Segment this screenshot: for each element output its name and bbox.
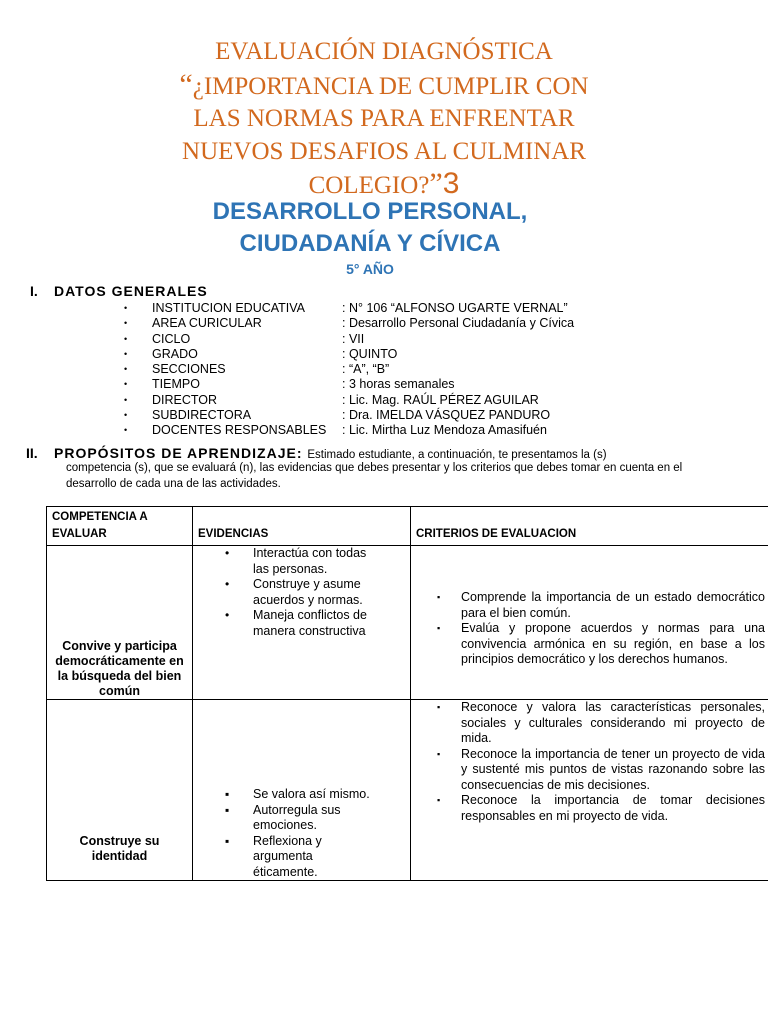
bullet-icon: •	[124, 379, 128, 390]
evidencia-text: Construye y asume acuerdos y normas.	[253, 577, 363, 607]
bullet-icon: •	[124, 394, 128, 405]
data-value: : Lic. Mirtha Luz Mendoza Amasifuén	[342, 423, 547, 438]
data-value: : Desarrollo Personal Ciudadanía y Cívica	[342, 316, 575, 331]
grade-label: 5° AÑO	[346, 261, 394, 277]
list-item	[415, 621, 767, 668]
title-line-5-text: COLEGIO?	[308, 172, 430, 199]
bullet-icon: •	[225, 577, 230, 591]
competencia-name: Construye su identidad	[79, 834, 160, 863]
data-value: : “A”, “B”	[342, 362, 390, 377]
list-item	[124, 301, 574, 316]
section-2-intro-first: Estimado estudiante, a continuación, te presentamos la (s)	[307, 449, 607, 461]
criterios-cell	[411, 546, 768, 700]
criterios-cell	[411, 700, 768, 881]
list-item	[197, 577, 406, 608]
bullet-icon: ▪	[225, 787, 230, 801]
list-item	[415, 793, 767, 824]
course-line-2: CIUDADANÍA Y CÍVICA	[239, 230, 501, 257]
course-line-1: DESARROLLO PERSONAL,	[212, 198, 528, 225]
data-label: SUBDIRECTORA	[152, 408, 252, 423]
competencia-cell	[47, 546, 193, 700]
bullet-icon: •	[124, 425, 128, 436]
section-1-roman: I.	[30, 283, 38, 299]
list-item	[124, 362, 574, 377]
criterio-text: Reconoce y valora las características personales, sociales y culturales considerando mi proyecto de mida.	[461, 700, 765, 745]
criterio-text: Reconoce la importancia de tener un proyecto de vida y sustenté mis puntos de vistas razonando sobre las consecuencias de mis decisiones.	[461, 746, 765, 792]
evidencia-text: Autorregula sus emociones.	[253, 802, 341, 832]
title-line-1: EVALUACIÓN DIAGNÓSTICA	[215, 38, 553, 65]
data-value: : QUINTO	[342, 346, 398, 361]
list-item	[197, 803, 406, 834]
evidencias-cell	[193, 546, 411, 700]
header-competencia: COMPETENCIA A EVALUAR	[47, 507, 193, 546]
bullet-icon: ▪	[437, 702, 441, 712]
list-item	[415, 590, 767, 621]
section-2-intro-rest: competencia (s), que se evaluará (n), las evidencias que debes presentar y los criterios que debes tomar en cuenta en el desarrollo de cada una de las actividades.	[66, 462, 683, 490]
bullet-icon: ▪	[437, 623, 441, 633]
evidencias-list	[197, 787, 406, 880]
data-value: : VII	[342, 331, 365, 346]
data-label: CICLO	[152, 331, 191, 346]
data-value: : Dra. IMELDA VÁSQUEZ PANDURO	[342, 408, 551, 423]
close-quote: ”	[429, 167, 443, 200]
evaluation-title	[0, 36, 768, 203]
bullet-icon: ▪	[437, 748, 441, 759]
list-item	[415, 700, 767, 747]
data-value: : N° 106 “ALFONSO UGARTE VERNAL”	[342, 301, 568, 315]
evidencia-text: Maneja conflictos de manera constructiva	[253, 608, 367, 638]
competencia-name: Convive y participa democráticamente en la búsqueda del bien común	[55, 639, 184, 698]
bullet-icon: •	[124, 333, 128, 344]
list-item	[197, 834, 406, 881]
title-line-4: NUEVOS DESAFIOS AL CULMINAR	[182, 137, 586, 165]
bullet-icon: •	[225, 608, 230, 622]
criterio-text: Evalúa y propone acuerdos y normas para una convivencia armónica en su región, en base a los principios democrático y los derechos humanos.	[461, 621, 765, 666]
section-2-heading	[26, 445, 607, 461]
bullet-icon: ▪	[225, 833, 230, 848]
bullet-icon: •	[124, 348, 128, 359]
list-item	[124, 316, 574, 331]
list-item	[124, 393, 574, 408]
list-item	[124, 332, 574, 347]
header-criterios: CRITERIOS DE EVALUACION	[411, 507, 768, 546]
criterios-list	[415, 700, 767, 824]
criterios-list	[415, 546, 767, 668]
data-label: DOCENTES RESPONSABLES	[152, 423, 327, 438]
data-label: GRADO	[152, 346, 198, 361]
bullet-icon: •	[225, 546, 230, 560]
data-value: : 3 horas semanales	[342, 377, 455, 392]
bullet-icon: •	[124, 318, 128, 329]
header-evidencias: EVIDENCIAS	[193, 507, 411, 546]
section-1-title: DATOS GENERALES	[54, 283, 208, 299]
section-1-heading	[30, 283, 208, 299]
section-2-title: PROPÓSITOS DE APRENDIZAJE:	[54, 445, 303, 461]
bullet-icon: ▪	[437, 592, 441, 602]
list-item	[124, 347, 574, 362]
data-label: DIRECTOR	[152, 392, 218, 407]
evidencia-text: Se valora así mismo.	[253, 787, 370, 801]
criterio-text: Reconoce la importancia de tomar decisiones responsables en mi proyecto de vida.	[461, 793, 765, 823]
list-item	[197, 608, 406, 639]
list-item	[124, 423, 574, 438]
competencia-cell	[47, 700, 193, 881]
list-item	[124, 408, 574, 423]
bullet-icon: ▪	[437, 795, 441, 805]
title-number: 3	[442, 167, 460, 200]
list-item	[197, 787, 406, 803]
data-label: TIEMPO	[152, 377, 200, 392]
table-row	[47, 546, 768, 700]
data-label: SECCIONES	[152, 362, 226, 377]
course-title	[0, 196, 740, 260]
title-line-2-text: ¿IMPORTANCIA DE CUMPLIR CON	[192, 72, 589, 100]
competency-table	[46, 506, 768, 881]
criterio-text: Comprende la importancia de un estado democrático para el bien común.	[461, 590, 765, 620]
data-label: AREA CURICULAR	[152, 316, 262, 331]
evidencia-text: Interactúa con todas las personas.	[253, 546, 367, 576]
title-line-2	[0, 69, 768, 104]
bullet-icon: •	[124, 303, 128, 313]
table-header-row	[47, 507, 768, 546]
section-2-roman: II.	[26, 445, 38, 461]
evidencia-text: Reflexiona y argumenta éticamente.	[253, 833, 322, 879]
bullet-icon: •	[124, 364, 128, 375]
list-item	[197, 546, 406, 577]
evidencias-cell	[193, 700, 411, 881]
general-data-list	[124, 301, 574, 439]
title-line-3: LAS NORMAS PARA ENFRENTAR	[193, 105, 575, 132]
data-value: : Lic. Mag. RAÚL PÉREZ AGUILAR	[342, 392, 539, 407]
open-quote: “	[179, 67, 193, 101]
data-label: INSTITUCION EDUCATIVA	[152, 301, 306, 315]
list-item	[415, 747, 767, 794]
list-item	[124, 377, 574, 392]
bullet-icon: ▪	[225, 802, 230, 817]
evidencias-list	[197, 546, 406, 639]
table-row	[47, 700, 768, 881]
bullet-icon: •	[124, 410, 128, 421]
